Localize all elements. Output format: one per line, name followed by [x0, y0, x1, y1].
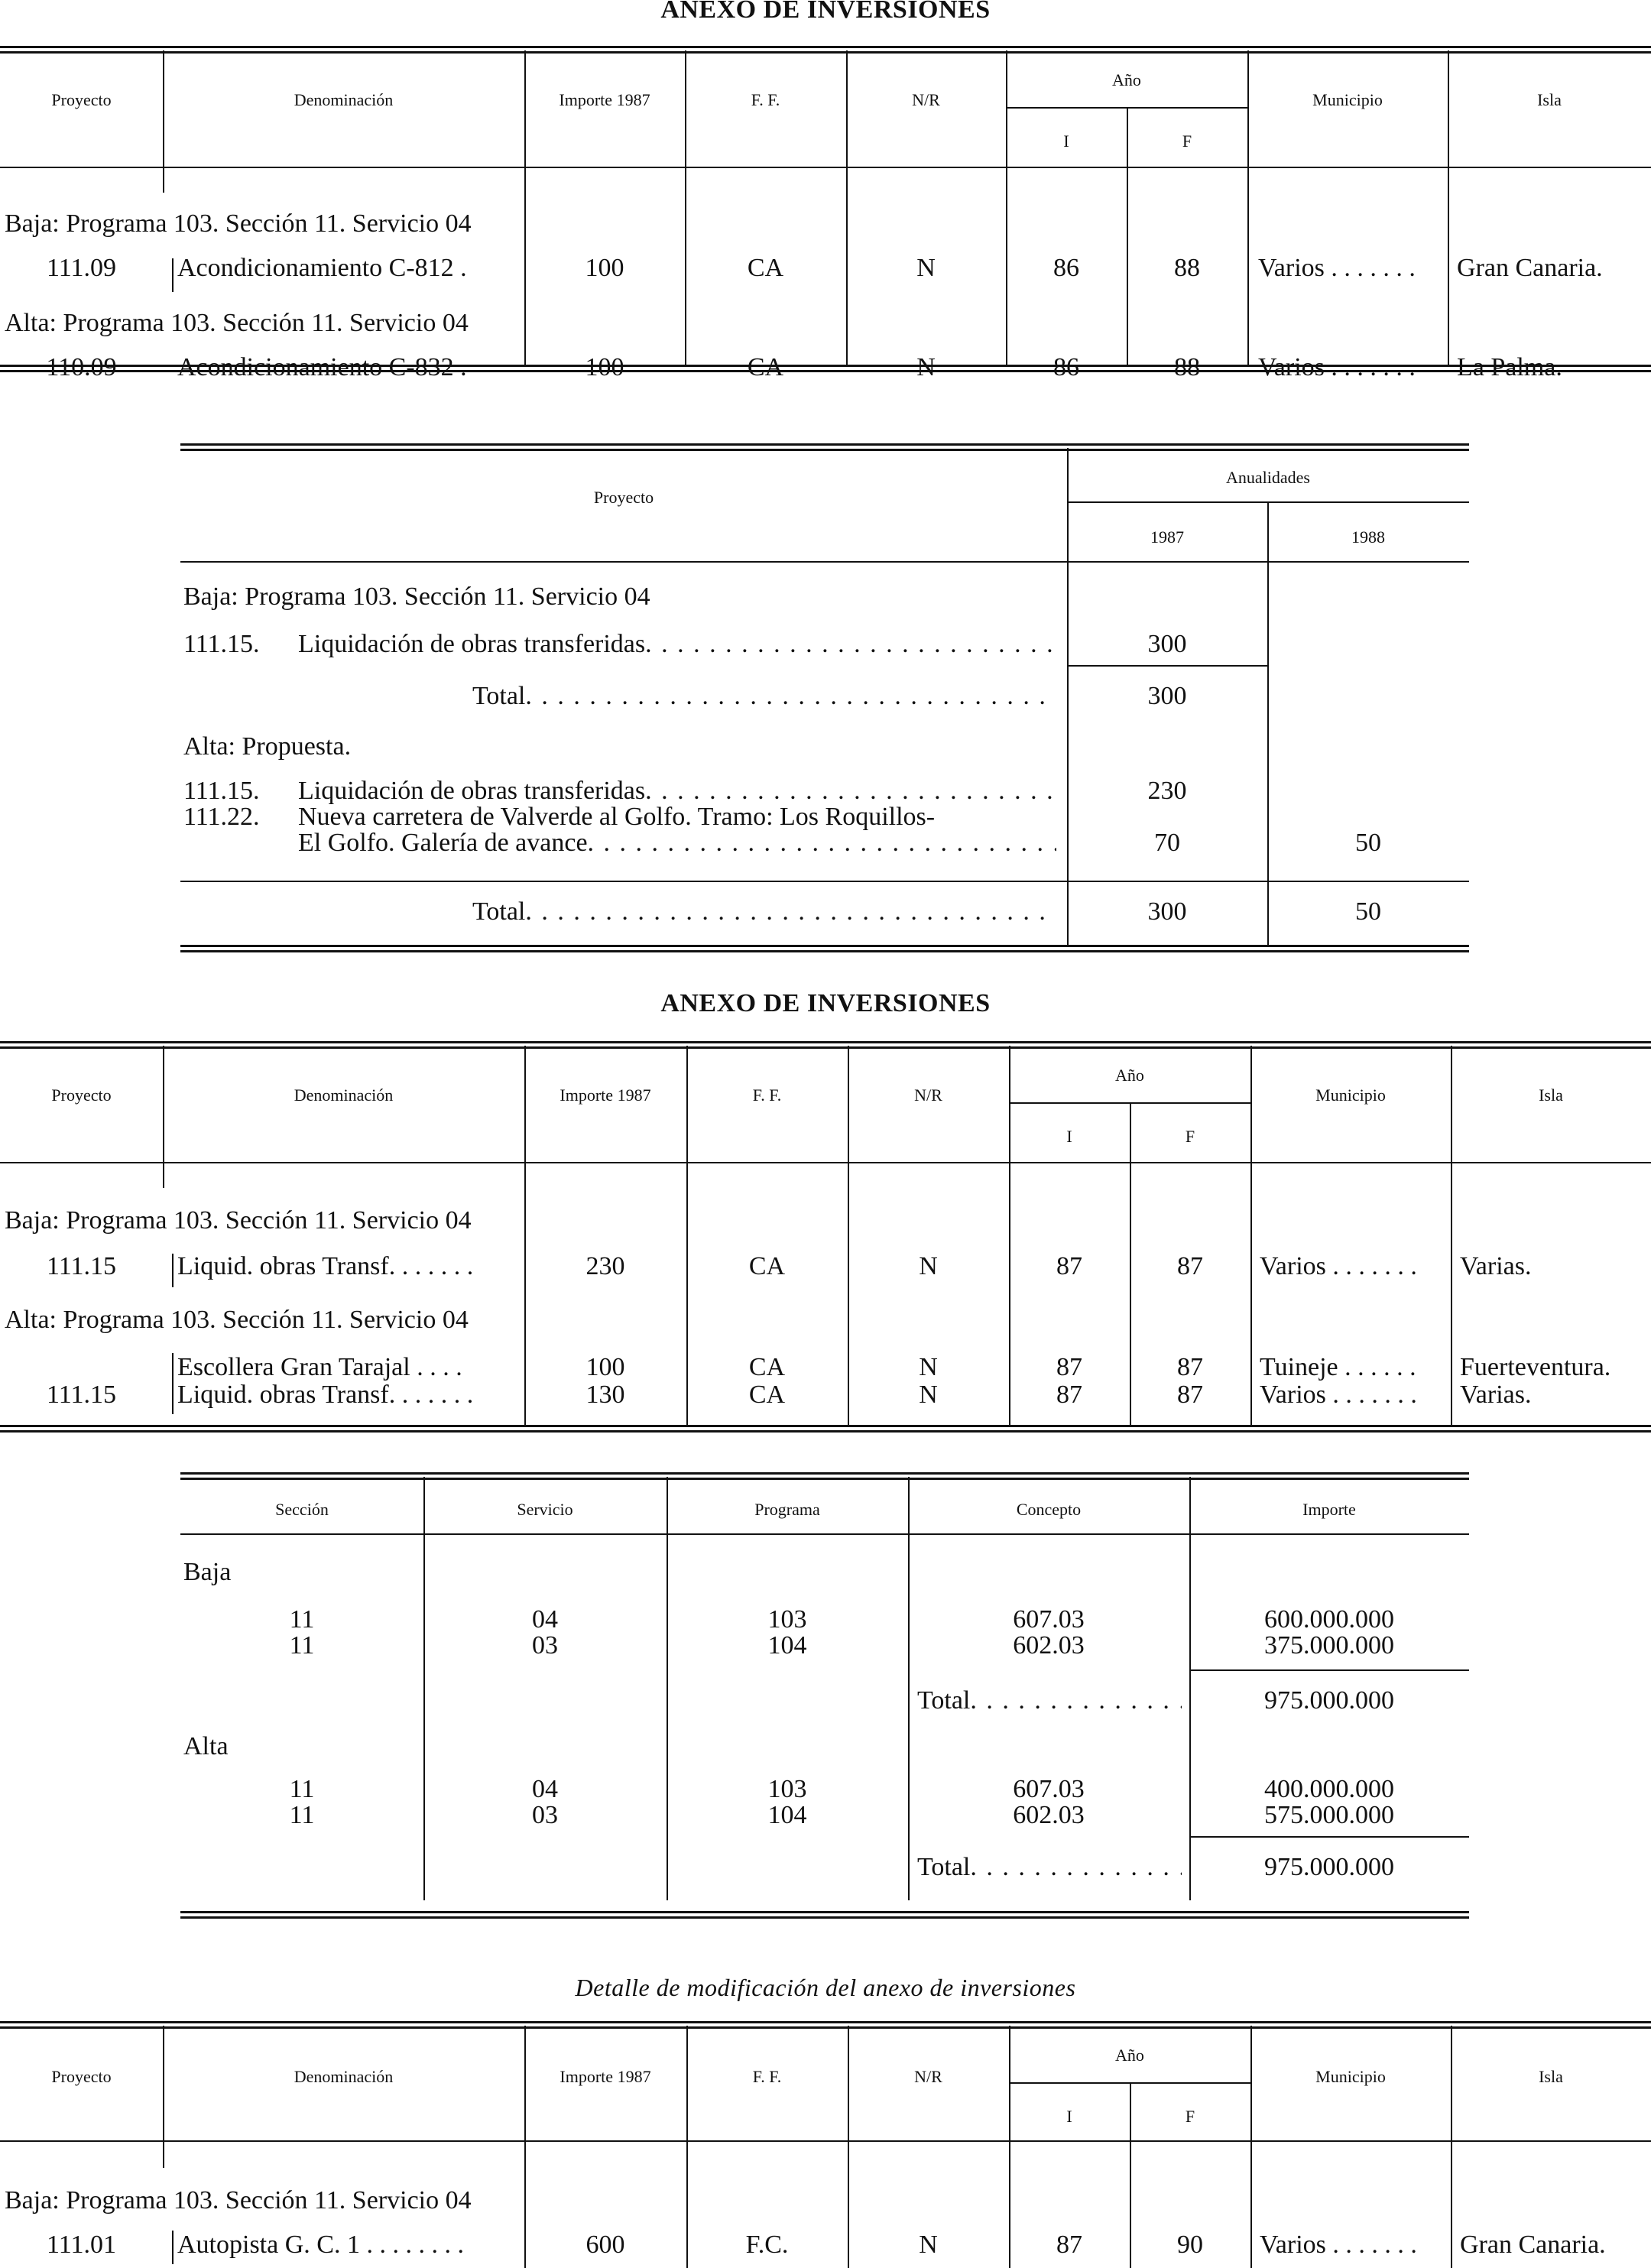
item-text: Nueva carretera de Valverde al Golfo. Tramo: Los Roquillos-	[298, 803, 936, 831]
cell-municipio: Varios . . . . . . .	[1260, 1252, 1417, 1280]
cell-importe: 400.000.000	[1264, 1775, 1394, 1803]
cell-i: 86	[1053, 353, 1079, 381]
value-1988: 50	[1355, 829, 1381, 857]
cell-importe: 230	[585, 1252, 625, 1280]
cell-denominacion: Acondicionamiento C-812 .	[177, 254, 467, 282]
cell-importe: 130	[585, 1381, 625, 1409]
header-denominacion: Denominación	[294, 2067, 394, 2086]
group-label: Alta	[183, 1732, 229, 1760]
cell-seccion: 11	[289, 1631, 315, 1660]
cell-programa: 104	[767, 1801, 807, 1829]
group-label: Baja: Programa 103. Sección 11. Servicio 04	[5, 1206, 476, 1235]
cell-servicio: 03	[532, 1631, 558, 1660]
cell-f: 88	[1174, 254, 1200, 282]
cell-importe: 575.000.000	[1264, 1801, 1394, 1829]
header-1987: 1987	[1150, 527, 1184, 547]
cell-proyecto: 110.09	[46, 353, 117, 381]
total-row: Total . . .	[472, 682, 1056, 711]
header-nr: N/R	[912, 90, 940, 109]
cell-i: 87	[1056, 1381, 1082, 1409]
group-label: Baja: Programa 103. Sección 11. Servicio 04	[5, 209, 476, 238]
section-title: Detalle de modificación del anexo de inversiones	[575, 1974, 1076, 2001]
header-importe: Importe 1987	[559, 90, 650, 109]
cell-nr: N	[919, 1252, 938, 1280]
header-isla: Isla	[1539, 1085, 1563, 1105]
header-ano: Año	[1115, 2046, 1144, 2065]
group-label: Alta: Programa 103. Sección 11. Servicio 04	[5, 309, 473, 338]
cell-isla: Varias.	[1460, 1381, 1532, 1409]
header-seccion: Sección	[275, 1500, 329, 1519]
cell-servicio: 03	[532, 1801, 558, 1829]
total-importe: 975.000.000	[1264, 1686, 1394, 1715]
cell-i: 87	[1056, 2231, 1082, 2259]
header-f: F	[1182, 131, 1192, 151]
cell-isla: La Palma.	[1457, 353, 1562, 381]
cell-f: 87	[1177, 1353, 1203, 1381]
cell-isla: Gran Canaria.	[1460, 2231, 1606, 2259]
cell-proyecto: 111.09	[47, 254, 116, 282]
cell-importe: 375.000.000	[1264, 1631, 1394, 1660]
cell-denominacion: Acondicionamiento C-832 .	[177, 353, 467, 381]
cell-i: 87	[1056, 1252, 1082, 1280]
cell-proyecto: 111.15	[47, 1252, 116, 1280]
cell-isla: Fuerteventura.	[1460, 1353, 1611, 1381]
cell-servicio: 04	[532, 1605, 558, 1634]
cell-f: 87	[1177, 1381, 1203, 1409]
cell-importe: 100	[585, 1353, 625, 1381]
header-ano: Año	[1115, 1066, 1144, 1085]
group-label: Baja: Programa 103. Sección 11. Servicio 04	[5, 2186, 476, 2215]
cell-municipio: Tuineje . . . . . .	[1260, 1353, 1416, 1381]
cell-nr: N	[916, 254, 936, 282]
cell-servicio: 04	[532, 1775, 558, 1803]
value-1987: 300	[1147, 630, 1187, 658]
header-i: I	[1066, 2107, 1072, 2126]
cell-importe: 600	[585, 2231, 625, 2259]
header-importe: Importe 1987	[560, 2067, 651, 2086]
header-ff: F. F.	[752, 1085, 782, 1105]
cell-denominacion: Autopista G. C. 1 . . . . . . . .	[177, 2231, 464, 2259]
cell-f: 88	[1174, 353, 1200, 381]
total-row: Total . . .	[917, 1853, 1182, 1882]
cell-nr: N	[916, 353, 936, 381]
header-i: I	[1066, 1127, 1072, 1146]
cell-nr: N	[919, 2231, 938, 2259]
cell-concepto: 602.03	[1013, 1801, 1085, 1829]
cell-isla: Varias.	[1460, 1252, 1532, 1280]
header-nr: N/R	[914, 2067, 942, 2086]
header-nr: N/R	[914, 1085, 942, 1105]
header-programa: Programa	[754, 1500, 820, 1519]
cell-ff: CA	[748, 1381, 786, 1409]
value-1987: 70	[1154, 829, 1180, 857]
header-denominacion: Denominación	[294, 90, 394, 109]
cell-isla: Gran Canaria.	[1457, 254, 1603, 282]
cell-denominacion: Liquid. obras Transf. . . . . . .	[177, 1381, 474, 1409]
header-municipio: Municipio	[1312, 90, 1383, 109]
header-servicio: Servicio	[517, 1500, 573, 1519]
cell-proyecto: 111.15	[47, 1381, 116, 1409]
total-row: Total . . .	[472, 897, 1056, 926]
cell-importe: 100	[585, 254, 624, 282]
cell-i: 86	[1053, 254, 1079, 282]
header-proyecto: Proyecto	[51, 90, 112, 109]
group-label: Baja	[183, 1558, 232, 1586]
cell-nr: N	[919, 1381, 938, 1409]
cell-municipio: Varios . . . . . . .	[1258, 353, 1416, 381]
header-municipio: Municipio	[1315, 2067, 1386, 2086]
item-row: 111.15. Liquidación de obras transferidas . . .	[183, 777, 1056, 806]
total-importe: 975.000.000	[1264, 1853, 1394, 1881]
cell-nr: N	[919, 1353, 938, 1381]
cell-seccion: 11	[289, 1605, 315, 1634]
cell-f: 90	[1177, 2231, 1203, 2259]
cell-importe: 100	[585, 353, 624, 381]
header-importe: Importe 1987	[560, 1085, 651, 1105]
header-proyecto: Proyecto	[51, 2067, 112, 2086]
cell-proyecto: 111.01	[47, 2231, 116, 2259]
header-proyecto: Proyecto	[51, 1085, 112, 1105]
header-isla: Isla	[1539, 2067, 1563, 2086]
header-ff: F. F.	[751, 90, 780, 109]
header-f: F	[1185, 2107, 1195, 2126]
item-code: 111.22.	[183, 803, 260, 831]
header-ano: Año	[1112, 70, 1141, 89]
cell-ff: CA	[747, 254, 784, 282]
cell-concepto: 602.03	[1013, 1631, 1085, 1660]
header-anualidades: Anualidades	[1226, 468, 1310, 487]
cell-municipio: Varios . . . . . . .	[1260, 2231, 1417, 2259]
header-isla: Isla	[1537, 90, 1562, 109]
cell-concepto: 607.03	[1013, 1775, 1085, 1803]
cell-programa: 103	[767, 1605, 807, 1634]
total-1987: 300	[1147, 682, 1187, 710]
item-row: 111.15. Liquidación de obras transferidas . . .	[183, 630, 1056, 659]
cell-municipio: Varios . . . . . . .	[1260, 1381, 1417, 1409]
group-label: Alta: Programa 103. Sección 11. Servicio 04	[5, 1306, 473, 1335]
group-label: Alta: Propuesta.	[183, 732, 352, 761]
cell-seccion: 11	[289, 1801, 315, 1829]
cell-programa: 103	[767, 1775, 807, 1803]
cell-municipio: Varios . . . . . . .	[1258, 254, 1416, 282]
total-1988: 50	[1355, 897, 1381, 926]
cell-concepto: 607.03	[1013, 1605, 1085, 1634]
cell-denominacion: Escollera Gran Tarajal . . . .	[177, 1353, 462, 1381]
section-title: ANEXO DE INVERSIONES	[660, 0, 991, 24]
header-concepto: Concepto	[1016, 1500, 1082, 1519]
cell-denominacion: Liquid. obras Transf. . . . . . .	[177, 1252, 474, 1280]
cell-f: 87	[1177, 1252, 1203, 1280]
cell-seccion: 11	[289, 1775, 315, 1803]
cell-importe: 600.000.000	[1264, 1605, 1394, 1634]
header-denominacion: Denominación	[294, 1085, 394, 1105]
header-municipio: Municipio	[1315, 1085, 1386, 1105]
total-1987: 300	[1147, 897, 1187, 926]
total-row: Total . . .	[917, 1686, 1182, 1715]
cell-ff: CA	[748, 1353, 786, 1381]
item-row: El Golfo. Galería de avance . . .	[298, 829, 1056, 858]
header-1988: 1988	[1351, 527, 1385, 547]
header-i: I	[1063, 131, 1069, 151]
cell-ff: CA	[748, 1252, 786, 1280]
header-f: F	[1185, 1127, 1195, 1146]
header-ff: F. F.	[752, 2067, 782, 2086]
value-1987: 230	[1147, 777, 1187, 805]
cell-ff: CA	[747, 353, 784, 381]
cell-i: 87	[1056, 1353, 1082, 1381]
header-proyecto: Proyecto	[593, 488, 654, 507]
group-label: Baja: Programa 103. Sección 11. Servicio 04	[183, 582, 650, 611]
cell-programa: 104	[767, 1631, 807, 1660]
header-importe: Importe	[1302, 1500, 1356, 1519]
cell-ff: F.C.	[745, 2231, 789, 2259]
section-title: ANEXO DE INVERSIONES	[660, 989, 991, 1017]
